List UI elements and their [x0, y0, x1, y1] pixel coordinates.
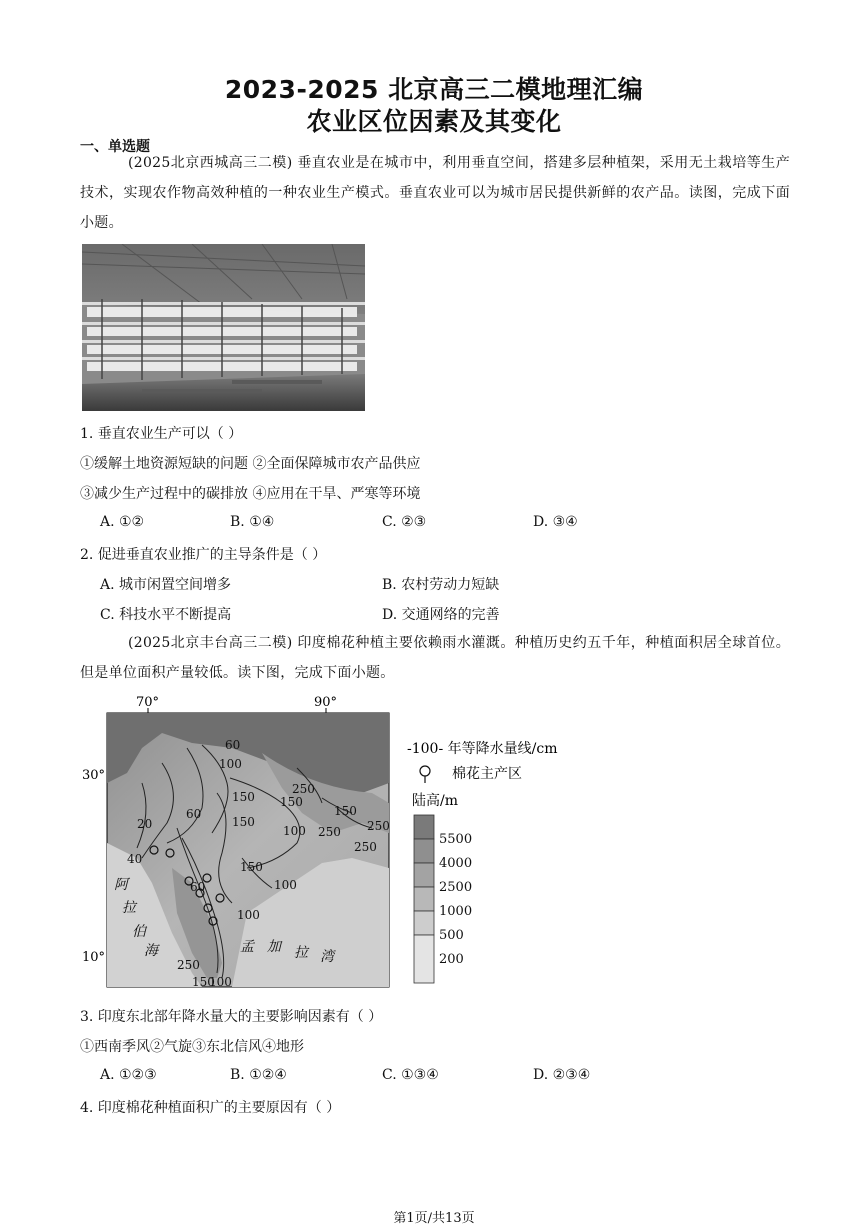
lat-label-30: 30° [82, 768, 106, 783]
passage-vertical-farming: (2025北京西城高三二模) 垂直农业是在城市中，利用垂直空间，搭建多层种植架，采用无土栽培等生产技术，实现农作物高效种植的一种农业生产模式。垂直农业可以为城市居民提供新鲜的农产品。读图，完成下面小题。 [80, 155, 790, 231]
isoline-label: 150 [232, 815, 255, 829]
isoline-label: 150 [232, 790, 255, 804]
lon-label-70: 70° [136, 695, 160, 710]
isoline-label: 250 [292, 782, 315, 796]
q1-stem: 1. 垂直农业生产可以（ ） [80, 426, 243, 442]
isoline-label: 250 [177, 958, 200, 972]
q3-option-d: D. ②③④ [533, 1067, 591, 1083]
q3-stem: 3. 印度东北部年降水量大的主要影响因素有（ ） [80, 1009, 383, 1025]
q1-option-a: A. ①② [100, 514, 145, 530]
legend-cotton: 棉花主产区 [452, 766, 522, 782]
legend-isohyet: -100- 年等降水量线/cm [407, 741, 558, 757]
isoline-label: 100 [219, 757, 242, 771]
isoline-label: 150 [280, 795, 303, 809]
q1-option-b: B. ①④ [230, 514, 275, 530]
q2-option-b: B. 农村劳动力短缺 [382, 577, 500, 593]
legend-elev-value: 4000 [439, 856, 473, 871]
page-footer: 第1页/共13页 [393, 1211, 475, 1226]
q4-stem: 4. 印度棉花种植面积广的主要原因有（ ） [80, 1100, 341, 1116]
legend-elev-title: 陆高/m [412, 793, 458, 809]
legend-elev-value: 500 [439, 928, 464, 943]
arabian-sea-char: 海 [144, 943, 158, 959]
isoline-label: 40 [127, 852, 143, 866]
isoline-label: 250 [318, 825, 341, 839]
isoline-label: 20 [137, 817, 153, 831]
arabian-sea-char: 阿 [114, 877, 128, 893]
isoline-label: 60 [225, 738, 241, 752]
q1-option-d: D. ③④ [533, 514, 578, 530]
passage-india-cotton: (2025北京丰台高三二模) 印度棉花种植主要依赖雨水灌溉。种植历史约五千年，种植面积居全球首位。但是单位面积产量较低。读下图，完成下面小题。 [80, 635, 790, 681]
q3-option-c: C. ①③④ [382, 1067, 439, 1083]
isoline-label: 100 [237, 908, 260, 922]
isoline-label: 60 [190, 880, 206, 894]
isoline-label: 150 [240, 860, 263, 874]
q3-option-a: A. ①②③ [100, 1067, 157, 1083]
legend-elev-value: 2500 [439, 880, 473, 895]
q2-stem: 2. 促进垂直农业推广的主导条件是（ ） [80, 547, 327, 563]
lon-label-90: 90° [314, 695, 338, 710]
q1-statements-a: ①缓解土地资源短缺的问题 ②全面保障城市农产品供应 [80, 456, 421, 472]
legend-elev-value: 5500 [439, 832, 473, 847]
isoline-label: 100 [283, 824, 306, 838]
q1-statements-b: ③减少生产过程中的碳排放 ④应用在干旱、严寒等环境 [80, 486, 421, 502]
legend-elev-value: 200 [439, 952, 464, 967]
lat-label-10: 10° [82, 950, 106, 965]
cotton-icon [420, 766, 430, 783]
q3-option-b: B. ①②④ [230, 1067, 287, 1083]
bay-bengal-char: 拉 [294, 945, 308, 961]
q2-option-d: D. 交通网络的完善 [382, 607, 500, 623]
doc-title-line1: 2023-2025 北京高三二模地理汇编 [224, 75, 644, 104]
legend-elev-value: 1000 [439, 904, 473, 919]
isoline-label: 150 [192, 975, 215, 989]
isoline-label: 150 [334, 804, 357, 818]
q2-option-a: A. 城市闲置空间增多 [100, 577, 232, 593]
q2-option-c: C. 科技水平不断提高 [100, 607, 232, 623]
arabian-sea-char: 拉 [122, 900, 136, 916]
isoline-label: 60 [186, 807, 202, 821]
isoline-label: 100 [209, 975, 232, 989]
arabian-sea-char: 伯 [132, 924, 146, 940]
doc-title-line2: 农业区位因素及其变化 [306, 107, 562, 136]
isoline-label: 250 [354, 840, 377, 854]
vertical-farm-photo [82, 244, 365, 411]
isoline-label: 100 [274, 878, 297, 892]
q3-statements: ①西南季风②气旋③东北信风④地形 [80, 1039, 304, 1055]
isoline-label: 250 [367, 819, 390, 833]
india-rainfall-map [82, 693, 582, 993]
bay-bengal-char: 孟 [240, 939, 254, 955]
section-heading: 一、单选题 [80, 139, 150, 155]
bay-bengal-char: 加 [267, 939, 281, 955]
q1-option-c: C. ②③ [382, 514, 427, 530]
bay-bengal-char: 湾 [320, 949, 334, 965]
